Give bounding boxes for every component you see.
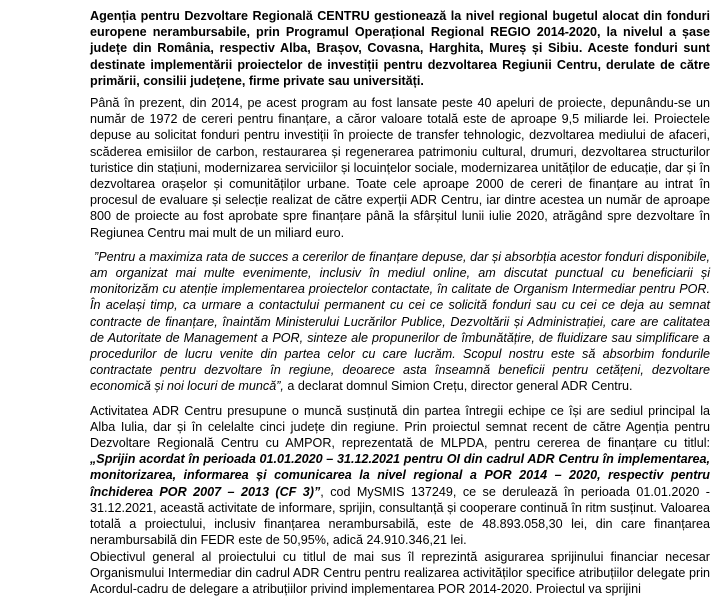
- paragraph2-lead: Activitatea ADR Centru presupune o muncă susținută din partea întregii echipe ce își are sediul principal la Alba Iulia, dar și în celelalte cinci județe din regiune. Prin proiectul semnat recent de către Agenția pentru Dezvoltare Regională Centru cu AMPOR, reprezentată de MLPDA, pentru cererea de finanțare cu titlul:: [90, 404, 710, 450]
- intro-paragraph: Agenția pentru Dezvoltare Regională CENTRU gestionează la nivel regional bugetul alocat din fonduri europene nerambursabile, prin Programul Operațional Regional REGIO 2014-2020, la nivelul a șase județe din România, respectiv Alba, Brașov, Covasna, Harghita, Mureș și Sibiu. Aceste fonduri sunt destinate implementării proiectelor de investiții pentru dezvoltarea Regiunii Centru, derulate de către primării, consilii județene, firme private sau universități.: [90, 8, 710, 89]
- body-paragraph-3: Obiectivul general al proiectului cu titlul de mai sus îl reprezintă asigurarea sprijinului financiar necesar Organismului Intermediar din cadrul ADR Centru pentru realizarea activităților specifice atribuțiilor delegate prin Acordul-cadru de delegare a atribuțiilor privind implementarea POR 2014-2020. Proiectul va sprijini: [90, 549, 710, 597]
- body-paragraph-1: Până în prezent, din 2014, pe acest program au fost lansate peste 40 apeluri de proiecte, depunându-se un număr de 1972 de cereri pentru finanțare, a căror valoare totală este de aproape 9,5 miliarde lei. Proiectele depuse au solicitat fonduri pentru investiții în proiecte de transfer tehnologic, dezvoltarea mediului de afaceri, scăderea emisiilor de carbon, restaurarea și regenerarea patrimoniu cultural, drumuri, dezvoltarea structurilor turistice din stațiuni, modernizarea serviciilor și locuințelor sociale, modernizarea unităților de educație, dar și în dezvoltarea orașelor și comunităților urbane. Toate cele aproape 2000 de cereri de finanțare au intrat în procesul de evaluare și selecție realizat de către experții ADR Centru, iar dintre acestea un număr de aproape 800 de proiecte au fost aprobate spre finanțare până la sfârșitul lunii iulie 2020, atrăgând spre dezvoltare în Regiunea Centru mai mult de un miliard euro.: [90, 95, 710, 241]
- quote-attribution: a declarat domnul Simion Crețu, director general ADR Centru.: [284, 379, 633, 393]
- document-page: [90, 8, 710, 597]
- paragraph2-rest: , cod MySMIS 137249, ce se derulează în perioada 01.01.2020 - 31.12.2021, această activitate de informare, sprijin, consultanță și cooperare continuă în ritm susținut. Valoarea totală a proiectului, inclusiv finanțarea nerambursabilă, este de 48.893.058,30 lei, din care finanțarea nerambursabilă din FEDR este de 50,95%, adică 24.910.346,21 lei.: [90, 485, 710, 548]
- project-title: „Sprijin acordat în perioada 01.01.2020 – 31.12.2021 pentru OI din cadrul ADR Centru în implementarea, monitorizarea, informarea și comunicarea la nivel regional a POR 2014 – 2020, respectiv pentru închiderea POR 2007 – 2013 (CF 3)”: [90, 452, 710, 498]
- body-paragraph-2: [90, 403, 710, 549]
- quote-paragraph: [90, 249, 710, 395]
- quote-text: ”Pentru a maximiza rata de succes a cererilor de finanțare depuse, dar și absorbția acestor fonduri disponibile, am organizat mai multe evenimente, inclusiv în mediul online, am discutat punctual cu beneficiarii și monitorizăm cu atenție implementarea proiectelor contactate, în calitate de Organism Intermediar pentru POR. În același timp, ca urmare a contactului permanent cu cei ce solicită fonduri sau cu cei ce deja au semnat contracte de finanțare, înaintăm Ministerului Lucrărilor Publice, Dezvoltării și Administrației, care are calitatea de Autoritate de Management a POR, sinteze ale propunerilor de îmbunătățire, de fluidizare sau simplificare a procedurilor de lucru venite din partea celor cu care lucrăm. Scopul nostru este să absorbim fondurile contractate pentru dezvoltare în regiune, deoarece asta înseamnă beneficii pentru cetățeni, dezvoltare economică și noi locuri de muncă”,: [90, 250, 710, 394]
